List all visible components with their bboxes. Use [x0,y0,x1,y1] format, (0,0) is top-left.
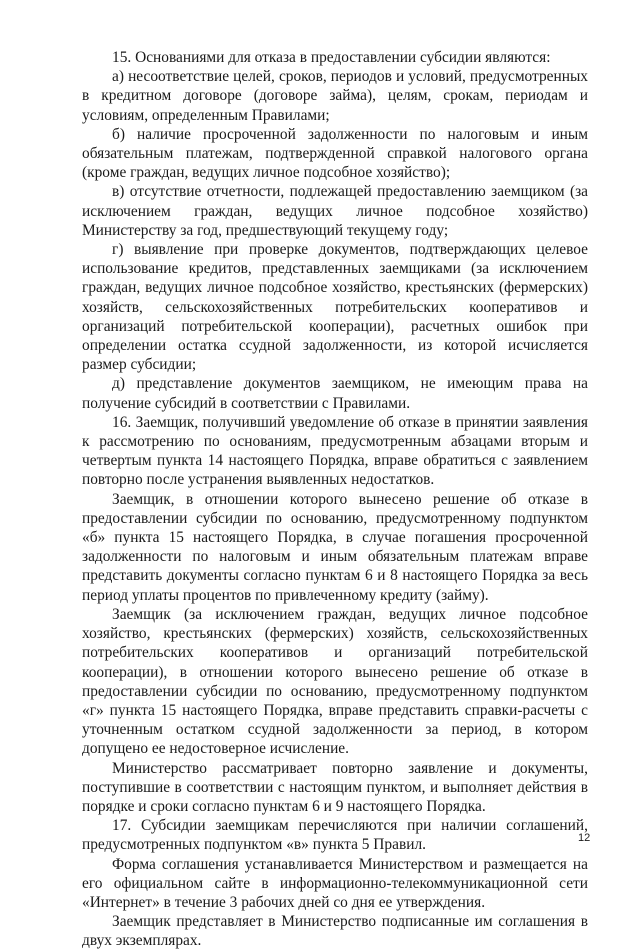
paragraph-15-d: д) представление документов заемщиком, не имеющим права на получение субсидий в соответствии с Правилами. [82,375,588,412]
paragraph-15-b: б) наличие просроченной задолженности по налоговым и иным обязательным платежам, подтвержденной справкой налогового органа (кроме граждан, ведущих личное подсобное хозяйство); [82,125,588,182]
page-number: 12 [578,832,591,844]
paragraph-16: 16. Заемщик, получивший уведомление об отказе в принятии заявления к рассмотрению по основаниям, предусмотренным абзацами вторым и четвертым пункта 14 настоящего Порядка, вправе обратиться с заявлением повторно после устранения выявленных недостатков. [82,413,588,489]
paragraph-17: 17. Субсидии заемщикам перечисляются при наличии соглашений, предусмотренных подпунктом «в» пункта 5 Правил. [82,817,588,854]
paragraph-17-agreement-form: Форма соглашения устанавливается Министерством и размещается на его официальном сайте в информационно-телекоммуникационной сети «Интернет» в течение 3 рабочих дней со дня ее утверждения. [82,855,588,911]
paragraph-15-g: г) выявление при проверке документов, подтверждающих целевое использование кредитов, представленных заемщиками (за исключением граждан, ведущих личное подсобное хозяйство, крестьянских (фермерских) хозяйств, сельскохозяйственных потребительских кооперативов и организаций потребительской кооперации), расчетных ошибок при определении остатка ссудной задолженности, из которой исчисляется размер субсидии; [82,241,588,374]
paragraph-15-heading: 15. Основаниями для отказа в предоставлении субсидии являются: [112,49,551,66]
paragraph-16-refusal-b: Заемщик, в отношении которого вынесено решение об отказе в предоставлении субсидии по основанию, предусмотренному подпунктом «б» пункта 15 настоящего Порядка, в случае погашения просроченной задолженности по налоговым и иным обязательным платежам вправе представить документы согласно пунктам 6 и 8 настоящего Порядка за весь период уплаты процентов по привлеченному кредиту (займу). [82,490,588,604]
paragraph-15-v: в) отсутствие отчетности, подлежащей предоставлению заемщиком (за исключением граждан, ведущих личное подсобное хозяйство) Министерству за год, предшествующий текущему году; [82,183,588,239]
paragraph-15-a: а) несоответствие целей, сроков, периодов и условий, предусмотренных в кредитном договоре (договоре займа), целям, срокам, периодам и условиям, определенным Правилами; [82,68,588,124]
document-body [82,48,591,951]
paragraph-16-refusal-g: Заемщик (за исключением граждан, ведущих личное подсобное хозяйство, крестьянских (фермерских) хозяйств, сельскохозяйственных потребительских кооперативов и организаций потребительской кооперации), в отношении которого вынесено решение об отказе в предоставлении субсидии по основанию, предусмотренному подпунктом «г» пункта 15 настоящего Порядка, вправе представить справки-расчеты с уточненным остатком ссудной задолженности за период, в котором допущено ее недостоверное исчисление. [82,605,588,758]
paragraph-16-ministry-review: Министерство рассматривает повторно заявление и документы, поступившие в соответствии с настоящим пунктом, и выполняет действия в порядке и сроки согласно пунктам 6 и 9 настоящего Порядка. [82,759,588,815]
paragraph-17-agreement-copies: Заемщик представляет в Министерство подписанные им соглашения в двух экземплярах. [82,913,588,950]
